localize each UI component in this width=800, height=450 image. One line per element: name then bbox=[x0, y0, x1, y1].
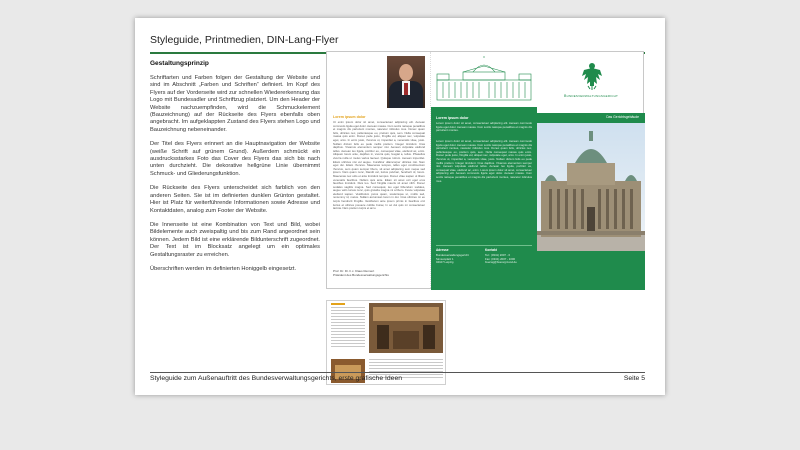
document-page bbox=[135, 18, 665, 395]
flyer-panel-back bbox=[431, 52, 537, 288]
divider bbox=[436, 245, 532, 246]
courthouse-photo bbox=[537, 123, 645, 251]
text-column bbox=[150, 60, 320, 280]
paragraph: Die Innenseite ist eine Kombination von Text und Bild, wobei Bildelemente auch zweispaltig und bis zum Rand angeordnet sein können. Jedem Bild ist eine erklärende Bildunterschrift zugeordnet. Der Text ist im Blocksatz angelegt um ein optimales Gestaltungsraster zu erreichen. bbox=[150, 221, 320, 258]
logo-wordmark: Bundesverwaltungsgericht bbox=[564, 94, 618, 98]
paragraph: Schriftarten und Farben folgen der Gestaltung der Website und sind im Abschnitt „Farben und Schriften“ definiert. Im Kopf des Flyers auf der Vorderseite wird zur schnellen Wiedererkennung das Logo mit Bundesadler und Schriftzug platziert. Um den Header der Website nachzuempfinden, wird die Schmuckelement (Bauzeichnung) auf der Rückseite des Flyers ebenfalls oben angebracht. Im aufgeklappten Zustand des Flyers stehen Logo und Bauzeichnung nebeneinander. bbox=[150, 75, 320, 133]
flyer-panel-cover bbox=[537, 52, 645, 288]
cover-bottom-green bbox=[537, 251, 645, 290]
paragraph: Die Rückseite des Flyers unterscheidet sich farblich von den anderen Seiten. Sie ist im definierten dunklen Grünton gestaltet. Hier ist Platz für weiterführende Informationen sowie Adresse und Kontaktdaten, analog zum Footer der Website. bbox=[150, 185, 320, 214]
cover-title: Das Gerichtsgebäude bbox=[606, 115, 639, 119]
flyer-panel-greeting bbox=[327, 52, 431, 288]
flyer-spread-image bbox=[326, 51, 644, 289]
portrait-photo bbox=[387, 56, 425, 108]
section-heading: Gestaltungsprinzip bbox=[150, 60, 209, 67]
contact-label: Kontakt bbox=[485, 248, 497, 252]
building-drawing-icon bbox=[433, 56, 535, 102]
address-label: Adresse bbox=[436, 248, 449, 252]
address-text: Bundesverwaltungsgericht Simsonplatz 1 04107 Leipzig bbox=[436, 253, 469, 265]
flyer-intro-text: Lorem ipsum dolor sit amet, consectetuer adipiscing elit. Aenean commodo ligula eget dolor. Aenean massa. Cum sociis natoque penatibus et magnis dis parturient montes. bbox=[436, 122, 532, 133]
flyer-heading: Lorem ipsum dolor bbox=[436, 116, 469, 120]
footer-text: Styleguide zum Außenauftritt des Bundesverwaltungsgerichts, erste grafische Ideen bbox=[150, 375, 403, 382]
paragraph: Überschriften werden im definierten Honiggelb eingesetzt. bbox=[150, 265, 297, 272]
page-number: Seite 5 bbox=[623, 375, 645, 382]
logo-area bbox=[537, 52, 645, 113]
footer-rule bbox=[150, 372, 645, 373]
page-title: Styleguide, Printmedien, DIN-Lang-Flyer bbox=[150, 34, 339, 46]
flyer-body-text: Lorem ipsum dolor sit amet, consectetuer adipiscing elit. Aenean commodo ligula eget dolor. Aenean massa. Cum sociis natoque penatibus et magnis dis parturient montes, nascetur ridiculus mus. Donec quam felis, ultricies nec, pellentesque eu, pretium quis, sem. Nulla consequat massa quis enim. Donec pede justo, fringilla vel, aliquet nec, vulputate eget, arcu. In enim justo, rhoncus ut, imperdiet a, venenatis vitae, justo. Nullam dictum felis eu pede mollis pretium. Integer tincidunt. Cras dapibus. Vivamus elementum semper nisi. Aenean vulputate eleifend tellus. Aenean leo ligula, porttitor eu, consequat vitae, eleifend ac, enim. Lorem ipsum dolor sit amet, consectetuer adipiscing elit. Aenean commodo ligula eget dolor. Aenean massa. Cum sociis natoque penatibus et magnis dis parturient montes, nascetur ridiculus mus. bbox=[436, 140, 532, 183]
signature-name: Prof. Dr. Dr. h.c. Klaus Rennert bbox=[333, 269, 375, 273]
signature-title: Präsident des Bundesverwaltungsgerichts bbox=[333, 272, 389, 277]
flyer-body-text: Ut enim ipsum dolor sit amet, consectetuer adipiscing elit. Aenean commodo ligula eget dolor. Aenean massa. Cum sociis natoque penatibus et magnis dis parturient montes, nascetur ridiculus mus. Donec quam felis, ultricies nec, pellentesque eu, pretium quis, sem. Nulla consequat massa quis enim. Donec pede justo, fringilla vel, aliquet nec, vulputate eget, arcu. In enim justo, rhoncus ut, imperdiet a, venenatis vitae, justo. Nullam dictum felis eu pede mollis pretium. Integer tincidunt. Cras dapibus. Vivamus elementum semper nisi. Aenean vulputate eleifend tellus. Aenean leo ligula, porttitor eu, consequat vitae, eleifend ac, enim. Aliquam lorem ante, dapibus in, viverra quis, feugiat a, tellus. Phasellus viverra nulla ut metus varius laoreet. Quisque rutrum. Aenean imperdiet. Etiam ultricies nisi vel augue. Curabitur ullamcorper ultricies nisi. Nam eget dui. Etiam rhoncus. Maecenas tempus, tellus eget condimentum rhoncus, sem quam semper libero, sit amet adipiscing sem neque sed ipsum. Nam quam nunc, blandit vel, luctus pulvinar, hendrerit id, lorem. Maecenas nec odio et ante tincidunt tempus. Donec vitae sapien ut libero venenatis faucibus. Nullam quis ante. Etiam sit amet orci eget eros faucibus tincidunt. Duis leo. Sed fringilla mauris sit amet nibh. Donec sodales sagittis magna. Sed consequat, leo eget bibendum sodales, augue velit cursus nunc, quis gravida magna mi a libero. Fusce vulputate eleifend sapien. Vestibulum purus quam, scelerisque ut, mollis sed, nonummy id, metus. Nullam accumsan lorem in dui. Cras ultricies mi eu turpis hendrerit fringilla. Vestibulum ante ipsum primis in faucibus orci luctus et ultrices posuere cubilia Curae; In ac dui quis mi consectetuer lacinia. Nam pretium turpis et arcu. bbox=[333, 121, 425, 211]
flyer-heading: Lorem ipsum dolor bbox=[333, 115, 366, 119]
signature bbox=[333, 270, 389, 278]
federal-eagle-icon bbox=[581, 62, 603, 90]
contact-text: Tel.: (0341) 2007 - 0 Fax: (0341) 2007 - 1000 bverwg@bverwg.bund.de bbox=[485, 253, 517, 265]
paragraph: Der Titel des Flyers erinnert an die Hauptnavigation der Website (weiße Schrift auf grünem Grund). Außerdem schmückt ein ausdrucksstarkes Foto das Cover des Flyers das sich bis nach unten durchzieht. Die dekorative hellgrüne Linie übernimmt Schmuck- und Gliederungsfunktion. bbox=[150, 141, 320, 177]
